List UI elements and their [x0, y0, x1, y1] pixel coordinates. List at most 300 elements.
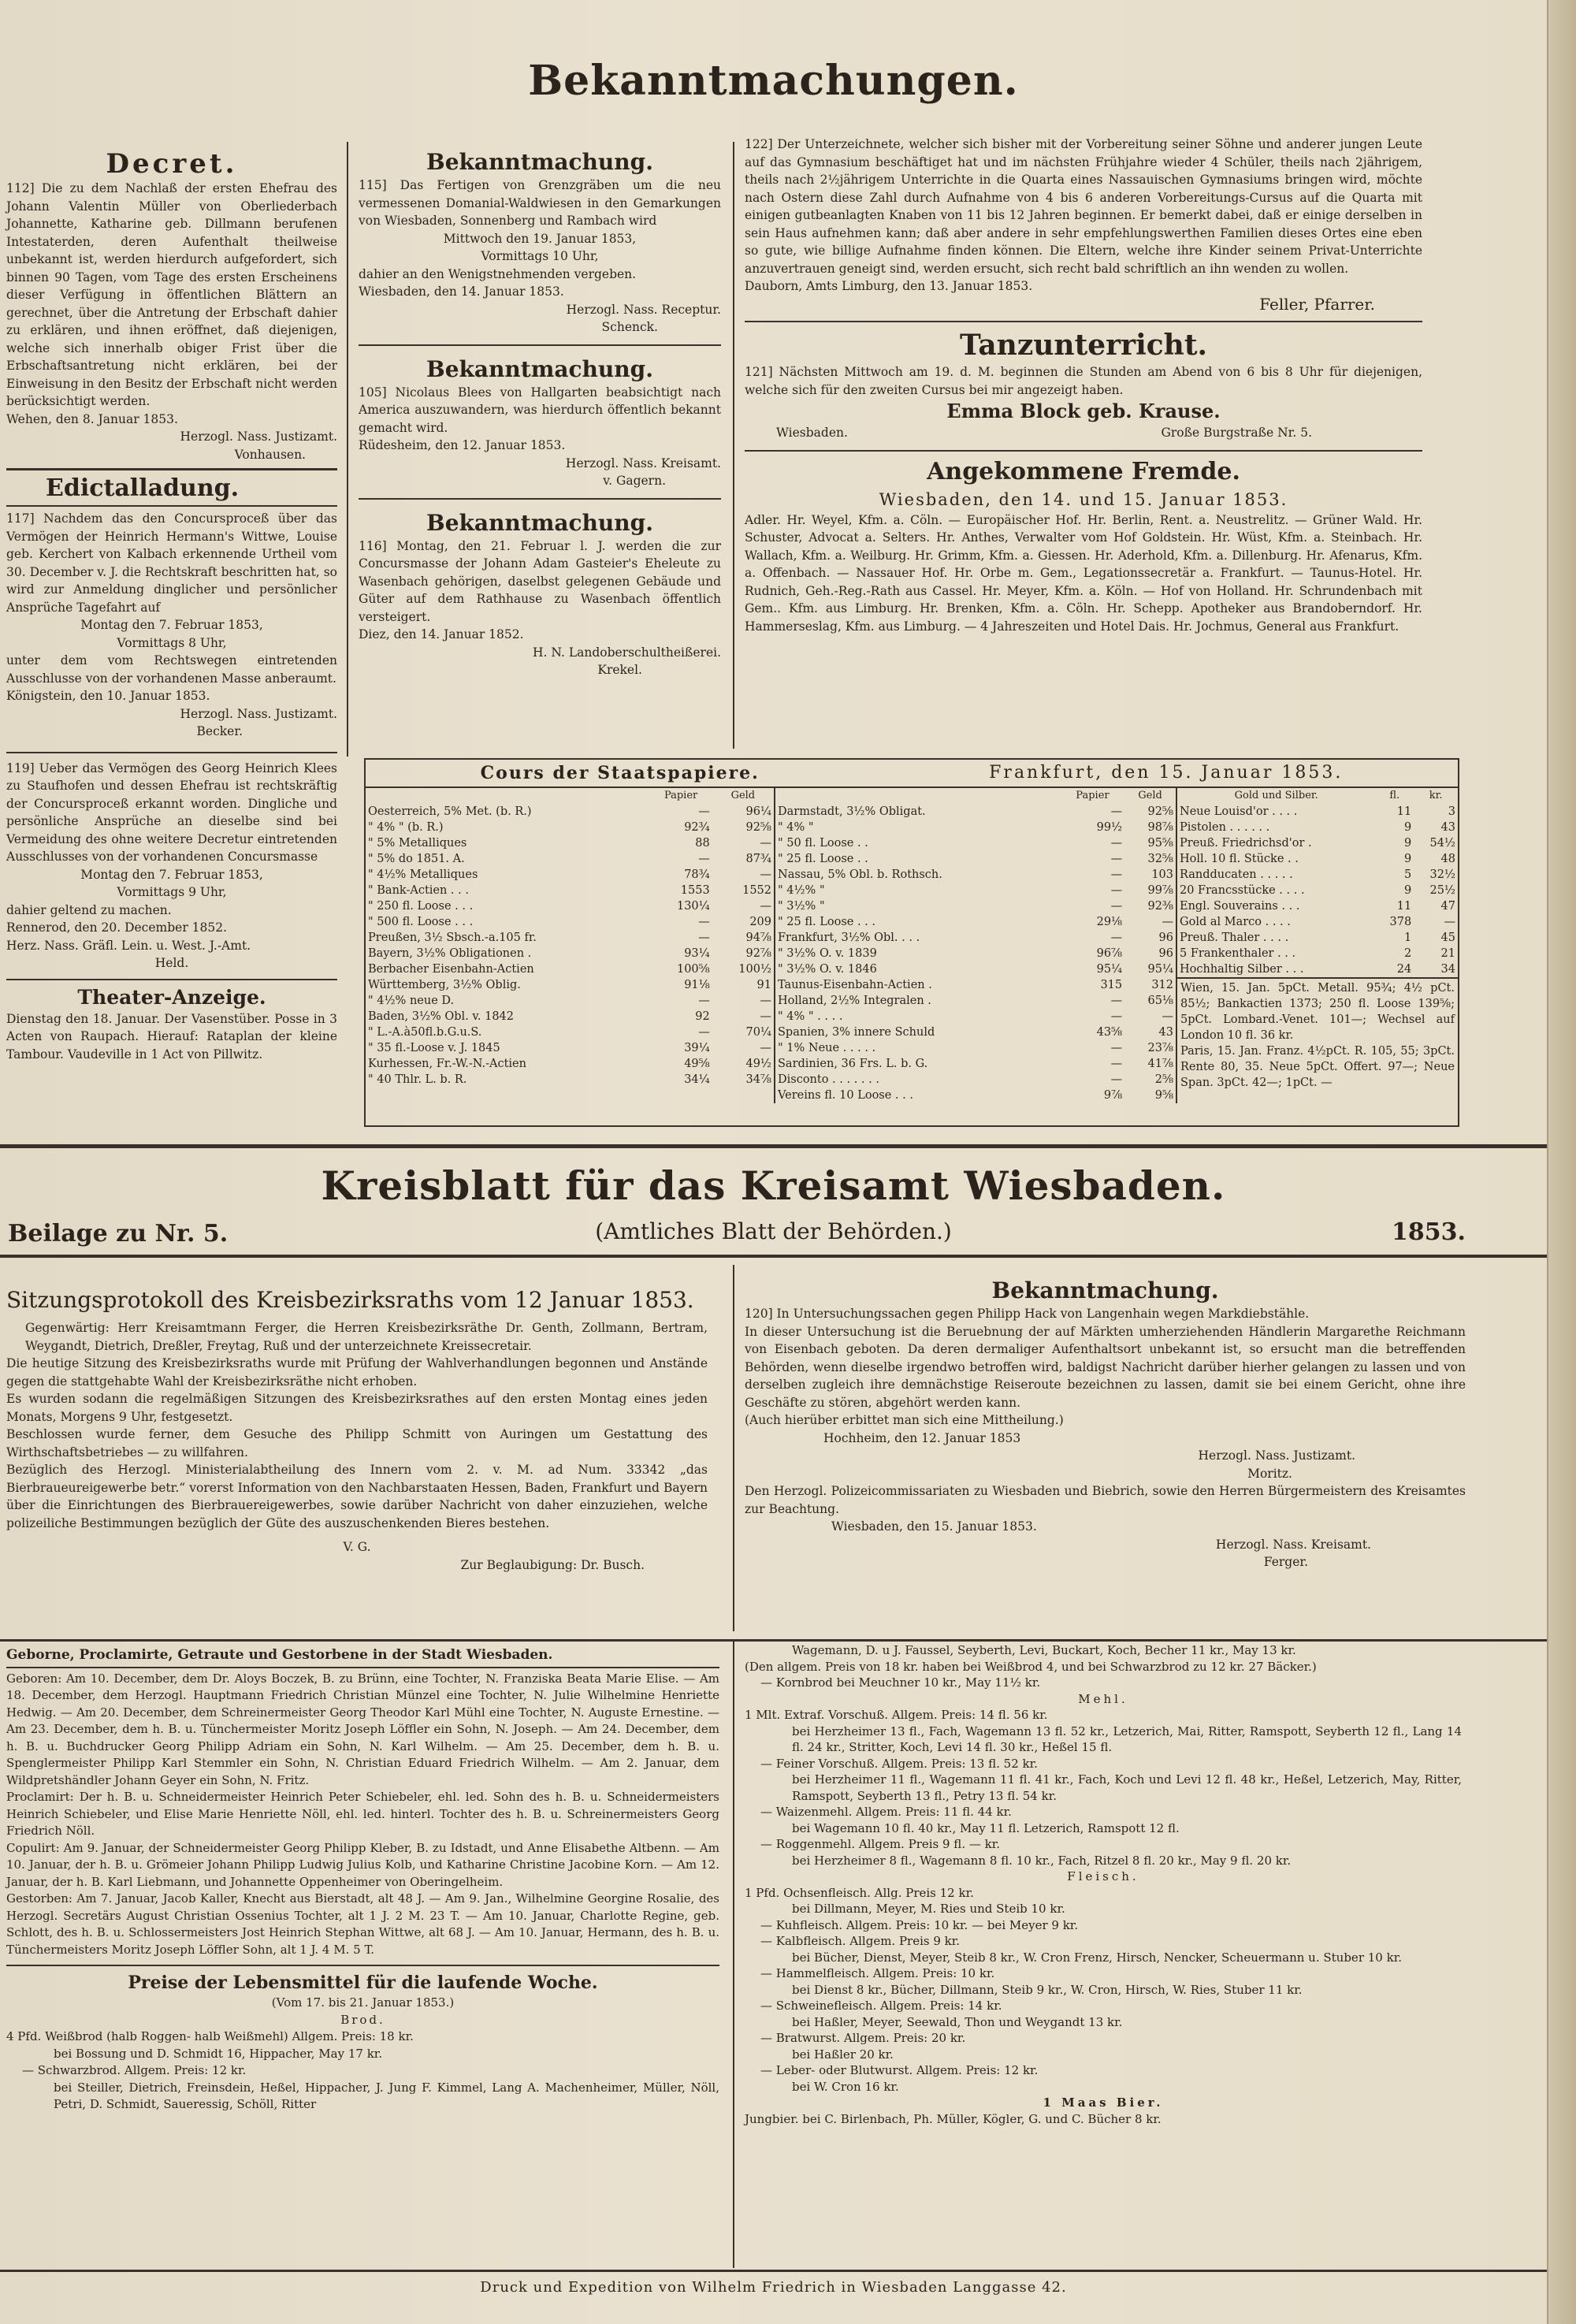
cours-left-cell: " 4% " (b. R.) [368, 821, 444, 834]
cours-mid-cell: — [1110, 868, 1123, 881]
separator [6, 1965, 719, 1966]
notice-115-signature-name: Schenck. [601, 320, 658, 334]
cours-left-cell: 209 [749, 916, 771, 928]
cours-place-date: Frankfurt, den 15. Januar 1853. [989, 763, 1344, 783]
edict-signature-office: Herzogl. Nass. Justizamt. [180, 706, 337, 721]
notice-116-title: Bekanntmachung. [426, 509, 653, 536]
preise-right [745, 1642, 1462, 2127]
preise-r1: Wagemann, D. u J. Faussel, Seyberth, Levi, Buckart, Koch, Becher 11 kr., May 13 kr. [792, 1643, 1296, 1657]
cours-mid-row [775, 961, 1176, 977]
notice-119-signature-name: Held. [154, 956, 189, 970]
cours-left-row [366, 993, 774, 1009]
notice-120-note: (Auch hierüber erbittet man sich eine Mittheilung.) [745, 1413, 1064, 1427]
edict-signature-name: Becker. [196, 724, 243, 738]
cours-gold-cell: Holl. 10 fl. Stücke . . [1180, 853, 1299, 865]
decret-signature-office: Herzogl. Nass. Justizamt. [180, 429, 337, 444]
cours-gold-cell: Engl. Souverains . . . [1180, 900, 1300, 913]
cours-left-cell: — [698, 1026, 710, 1039]
preise-fleisch: Fleisch. [1067, 1869, 1139, 1883]
cours-left-row [366, 867, 774, 883]
notice-120-text: In dieser Untersuchung ist die Beruebnung der auf Märkten umherziehenden Händlerin Margarethe Reichmann von Eisenbach geboten. Da deren dermaliger Aufenthaltsort unbekannt ist, so ersucht man die betreffenden Behörden, wenn dieselbe irgendwo betroffen wird, baldigst Nachricht darüber hierher gelangen zu lassen und von derselben zugleich ihre demnächstige Reiseroute bezeichnen zu lassen, damit sie bei einem Gericht, ohne ihre Geschäfte zu stören, abgehört werden kann. [745, 1324, 1466, 1410]
cours-left-cell: 1552 [742, 884, 771, 897]
cours-header [366, 760, 1458, 788]
notice-120-signature-name: Moritz. [1247, 1466, 1292, 1481]
cours-mid-row [775, 883, 1176, 898]
cours-mid-row [775, 820, 1176, 835]
cours-mid-cell: Disconto . . . . . . . [778, 1073, 879, 1086]
cours-mid-cell: 312 [1151, 979, 1173, 991]
separator [6, 979, 337, 980]
cours-left-cell: 49½ [745, 1058, 771, 1070]
cours-left-cell: 78¾ [684, 868, 710, 881]
cours-mid-cell: — [1162, 1010, 1173, 1023]
notice-105-signature-office: Herzogl. Nass. Kreisamt. [565, 456, 721, 470]
cours-left-cell: Preußen, 3½ Sbsch.-a.105 fr. [368, 931, 537, 944]
cours-gold-row [1177, 835, 1458, 851]
cours-left-cell: — [760, 900, 771, 913]
notice-120-place: Hochheim, den 12. Januar 1853 [823, 1430, 1021, 1445]
section-rule [0, 2270, 1547, 2272]
cours-left-row [366, 820, 774, 835]
preise-r25: Jungbier. bei C. Birlenbach, Ph. Müller, Kögler, G. und C. Bücher 8 kr. [745, 2111, 1162, 2126]
cours-left-cell: Bayern, 3½% Obligationen . [368, 947, 532, 960]
preise-r12: 1 Pfd. Ochsenfleisch. Allg. Preis 12 kr. [745, 1885, 974, 1900]
cours-left-row [366, 1072, 774, 1088]
cours-mid-cell: 41⅞ [1147, 1058, 1173, 1070]
preise-r20: bei Haßler, Meyer, Seewald, Thon und Weygandt 13 kr. [792, 2014, 1123, 2029]
column-rule [733, 1265, 734, 1631]
cours-left-row [366, 1009, 774, 1024]
preise-r3: — Kornbrod bei Meuchner 10 kr., May 11½ kr. [760, 1675, 1041, 1690]
cours-gold-cell: 9 [1403, 884, 1412, 897]
section-rule [0, 1144, 1547, 1148]
preise-line-4: bei Steiller, Dietrich, Freinsdein, Heßel, Hippacher, J. Jung F. Kimmel, Lang A. Machenheimer, Müller, Nöll, Petri, D. Schmidt, Saueressig, Schöll, Ritter [54, 2080, 719, 2111]
cours-mid-cell: 96 [1158, 931, 1173, 944]
cours-mid-cell: " 25 fl. Loose . . . [778, 916, 875, 928]
cours-mid-cell: " 1% Neue . . . . . [778, 1042, 876, 1054]
cours-left-cell: 100⅝ [676, 963, 710, 976]
cours-mid-cell: " 50 fl. Loose . . [778, 837, 868, 850]
notice-115-signature-office: Herzogl. Nass. Receptur. [566, 302, 721, 317]
cours-mid-cell: 99½ [1096, 821, 1123, 834]
preise-bier: 1 Maas Bier. [1043, 2095, 1164, 2110]
cours-col-mid [775, 788, 1177, 1103]
cours-left-cell: 93¼ [684, 947, 710, 960]
cours-mid-cell: 9⅝ [1154, 1089, 1173, 1102]
edict-text-2: unter dem vom Rechtswegen eintretenden Ausschlusse von der vorhandenen Masse anberaumt. [6, 653, 337, 686]
cours-mid-cell: " 25 fl. Loose . . [778, 853, 868, 865]
cours-left-row [366, 961, 774, 977]
cours-left-cell: " 5% do 1851. A. [368, 853, 465, 865]
cours-gold-cell: 25½ [1429, 884, 1455, 897]
col-header-gold: Gold und Silber. [1234, 790, 1318, 801]
cours-mid-cell: 92⅜ [1147, 900, 1173, 913]
cours-left-cell: — [760, 1010, 771, 1023]
cours-left-cell: — [760, 837, 771, 850]
cours-left-cell: 91 [756, 979, 771, 991]
preise-line-2: bei Bossung und D. Schmidt 16, Hippacher, May 17 kr. [54, 2046, 383, 2061]
notice-119-signature-office: Herz. Nass. Gräfl. Lein. u. West. J.-Amt. [6, 938, 251, 953]
cours-mid-cell: — [1110, 1058, 1123, 1070]
cours-left-cell: 34¼ [684, 1073, 710, 1086]
cours-left-cell: Baden, 3½% Obl. v. 1842 [368, 1010, 515, 1023]
cours-mid-cell: 95⅝ [1147, 837, 1173, 850]
cours-left-cell: 70¼ [745, 1026, 771, 1039]
geborne-proclaimed: Proclamirt: Der h. B. u. Schneidermeister Heinrich Peter Schiebeler, ehl. led. Sohn des h. B. u. Schneidermeisters Heinrich Schiebeler, und Elise Marie Henriette Nöll, ehl. led. hinterl. Tochter des h. B. u. Schreinermeisters Georg Friedrich Nöll. [6, 1790, 719, 1838]
preise-r7: bei Herzheimer 11 fl., Wagemann 11 fl. 41 kr., Fach, Koch und Levi 12 fl. 48 kr., Heßel, Letzerich, May, Ritter, Ramspott, Seyberth 13 fl., Petry 13 fl. 54 kr. [792, 1772, 1462, 1803]
column-3 [745, 136, 1422, 635]
cours-gold-row [1177, 867, 1458, 883]
cours-mid-row [775, 977, 1176, 993]
cours-gold-row [1177, 820, 1458, 835]
cours-left-cell: — [698, 916, 710, 928]
cours-gold-cell: 21 [1440, 947, 1455, 960]
sitzung-present: Gegenwärtig: Herr Kreisamtmann Ferger, die Herren Kreisbezirksräthe Dr. Genth, Zollmann, Bertram, Weygandt, Dietrich, Dreßler, Freytag, Ruß und der unterzeichnete Kreissecretair. [25, 1321, 708, 1353]
col-header-papier: Papier [1076, 790, 1110, 801]
notice-119-text: 119] Ueber das Vermögen des Georg Heinrich Klees zu Staufhofen und dessen Ehefrau ist rechtskräftig der Concursproceß erkannt worden. Dingliche und persönliche Ansprüche an dieselbe sind bei Vermeidung des ohne weitere Decretur eintretenden Ausschlusses von der vorhandenen Concursmasse [6, 760, 337, 864]
sitzung-text-4: Beschlossen wurde ferner, dem Gesuche des Philipp Schmitt von Auringen um Gestattung des Wirthschaftsbetriebes — zu willfahren. [6, 1427, 708, 1459]
cours-left-cell: " 40 Thlr. L. b. R. [368, 1073, 467, 1086]
cours-left-row [366, 977, 774, 993]
cours-left-row [366, 914, 774, 930]
preise-r2: (Den allgem. Preis von 18 kr. haben bei Weißbrod 4, und bei Schwarzbrod zu 12 kr. 27 Bäcker.) [745, 1659, 1317, 1674]
cours-gold-cell: 20 Francsstücke . . . . [1180, 884, 1305, 897]
theater-text: Dienstag den 18. Januar. Der Vasenstüber. Posse in 3 Acten von Raupach. Hierauf: Rataplan der kleine Tambour. Vaudeville in 1 Act von Pillwitz. [6, 1011, 337, 1062]
cours-left-cell: 100½ [738, 963, 771, 976]
cours-mid-cell: Holland, 2½% Integralen . [778, 995, 931, 1007]
separator [359, 344, 721, 346]
notice-116-text: 116] Montag, den 21. Februar l. J. werden die zur Concursmasse der Johann Adam Gasteier's Eheleute zu Wasenbach gehörigen, daselbst gelegenen Gebäude und Güter auf dem Rathhause zu Wasenbach öffentlich versteigert. [359, 538, 721, 624]
cours-left-cell: Kurhessen, Fr.-W.-N.-Actien [368, 1058, 526, 1070]
cours-left-cell: " 35 fl.-Loose v. J. 1845 [368, 1042, 500, 1054]
preise-r10: — Roggenmehl. Allgem. Preis 9 fl. — kr. [760, 1837, 1000, 1851]
cours-gold-cell: Neue Louisd'or . . . . [1180, 805, 1298, 818]
decret-date: Wehen, den 8. Januar 1853. [6, 411, 178, 426]
cours-gold-cell: Pistolen . . . . . . [1180, 821, 1270, 834]
cours-mid-row [775, 1040, 1176, 1056]
preise-line-1: 4 Pfd. Weißbrod (halb Roggen- halb Weißmehl) Allgem. Preis: 18 kr. [6, 2029, 414, 2043]
kreisblatt-title: Kreisblatt für das Kreisamt Wiesbaden. [321, 1162, 1226, 1209]
cours-left-cell: " L.-A.à50fl.b.G.u.S. [368, 1026, 482, 1039]
cours-gold-row [1177, 930, 1458, 946]
cours-gold-row [1177, 898, 1458, 914]
notice-120-section [745, 1277, 1466, 1571]
cours-mid-cell: 103 [1151, 868, 1173, 881]
cours-left-cell: " 4½% Metalliques [368, 868, 478, 881]
cours-gold-row [1177, 804, 1458, 820]
sitzung-beglaubigung: Zur Beglaubigung: Dr. Busch. [460, 1557, 645, 1572]
cours-gold-cell: 47 [1440, 900, 1455, 913]
cours-mid-cell: 99⅞ [1147, 884, 1173, 897]
cours-left-row [366, 898, 774, 914]
section-rule [0, 1639, 1547, 1642]
cours-mid-cell: — [1110, 853, 1123, 865]
cours-left-cell: 91⅛ [684, 979, 710, 991]
cours-gold-row [1177, 914, 1458, 930]
cours-mid-row [775, 930, 1176, 946]
cours-gold-row [1177, 946, 1458, 961]
notice-122-text: 122] Der Unterzeichnete, welcher sich bisher mit der Vorbereitung seiner Söhne und anderer jungen Leute auf das Gymnasium beschäftiget hat und im nächsten Frühjahre wieder 4 Schüler, theils nach 2jährigem, theils nach 2½jährigem Unterrichte in die Quarta eines Nassauischen Gymnasiums bringen wird, möchte nach Ostern diese Zahl durch Aufnahme von 4 bis 6 anderen Vorbereitungs-Cursus auf die Quarta mit einigen gutbeanlagten Knaben von 11 bis 12 Jahren beginnen. Er bemerkt dabei, daß er einige derselben in sein Haus aufnehmen kann; daß aber andere in sehr empfehlungswerthen Familien dieses Ortes eine eben so gute, wie billige Aufnahme finden können. Die Eltern, welche ihre Kinder seinem Privat-Unterrichte anzuvertrauen geneigt sind, werden ersucht, sich recht bald schriftlich an ihn wenden zu wollen. [745, 137, 1422, 276]
cours-gold-cell: 5 [1403, 868, 1412, 881]
cours-mid-row [775, 1088, 1176, 1103]
decret-signature-name: Vonhausen. [234, 447, 306, 462]
cours-mid-cell: 95¼ [1096, 963, 1123, 976]
notice-115-date: Mittwoch den 19. Januar 1853, [443, 231, 637, 246]
cours-left-cell: " 4½% neue D. [368, 995, 455, 1007]
cours-gold-cell: 43 [1440, 821, 1455, 834]
cours-left-cell: Oesterreich, 5% Met. (b. R.) [368, 805, 532, 818]
kreisblatt-subtitle: (Amtliches Blatt der Behörden.) [595, 1218, 952, 1244]
cours-mid-cell: " 3½% O. v. 1846 [778, 963, 877, 976]
cours-mid-table [775, 788, 1176, 1103]
cours-gold-cell: 378 [1389, 916, 1412, 928]
edict-date: Montag den 7. Februar 1853, [80, 618, 263, 632]
cours-mid-cell: 32⅝ [1147, 853, 1173, 865]
preise-r18: bei Dienst 8 kr., Bücher, Dillmann, Steib 9 kr., W. Cron, Hirsch, W. Ries, Stuber 11 kr. [792, 1982, 1303, 1997]
preise-r14: — Kuhfleisch. Allgem. Preis: 10 kr. — bei Meyer 9 kr. [760, 1917, 1079, 1932]
cours-mid-cell: " 3½% O. v. 1839 [778, 947, 877, 960]
preise-brod: Brod. [340, 2012, 385, 2027]
notice-120-title: Bekanntmachung. [991, 1277, 1219, 1303]
cours-gold-cell: Gold al Marco . . . . [1180, 916, 1291, 928]
cours-mid-cell: 9⅞ [1103, 1089, 1123, 1102]
notice-115-time: Vormittags 10 Uhr, [481, 249, 599, 263]
cours-left-cell: — [698, 931, 710, 944]
cours-mid-cell: — [1110, 900, 1123, 913]
notice-122-signature: Feller, Pfarrer. [1259, 294, 1375, 314]
sitzung-text-2: Die heutige Sitzung des Kreisbezirksraths wurde mit Prüfung der Wahlverhandlungen begonnen und Anstände gegen die stattgehabte Wahl der Kreisbezirksräthe nicht erhoben. [6, 1356, 708, 1389]
col-header-papier: Papier [663, 790, 698, 801]
notice-105-text: 105] Nicolaus Blees von Hallgarten beabsichtigt nach America auszuwandern, was hierdurch öffentlich bekannt gemacht wird. [359, 385, 721, 435]
tanz-address-row [745, 424, 1422, 442]
col-header-fl: fl. [1389, 790, 1400, 801]
cours-mid-cell: Darmstadt, 3½% Obligat. [778, 805, 926, 818]
paris-text: Paris, 15. Jan. Franz. 4½pCt. R. 105, 55; 3pCt. Rente 80, 35. Neue 5pCt. Offert. 97—; Neue Span. 3pCt. 42—; 1pCt. — [1180, 1045, 1455, 1089]
cours-left-cell: 88 [695, 837, 710, 850]
notice-120-signature-office: Herzogl. Nass. Justizamt. [1198, 1448, 1355, 1463]
preise-r16: bei Bücher, Dienst, Meyer, Steib 8 kr., W. Cron Frenz, Hirsch, Nencker, Scheuermann u. Stuber 10 kr. [792, 1950, 1402, 1965]
cours-gold-cell: 34 [1440, 963, 1455, 976]
cours-mid-cell: Sardinien, 36 Frs. L. b. G. [778, 1058, 928, 1070]
cours-gold-cell: Hochhaltig Silber . . . [1180, 963, 1304, 976]
preise-r15: — Kalbfleisch. Allgem. Preis 9 kr. [760, 1934, 961, 1948]
cours-gold-cell: 5 Frankenthaler . . . [1180, 947, 1296, 960]
notice-119-time: Vormittags 9 Uhr, [117, 885, 227, 899]
cours-left-cell: " 500 fl. Loose . . . [368, 916, 474, 928]
cours-mid-cell: " 3½% " [778, 900, 825, 913]
cours-mid-row [775, 867, 1176, 883]
cours-left-cell: 96¼ [745, 805, 771, 818]
separator [6, 505, 337, 507]
geborne-married: Copulirt: Am 9. Januar, der Schneidermeister Georg Philipp Kleber, B. zu Idstadt, und Anne Elisabethe Altbenn. — Am 10. Januar, der h. B. u. Grömeier Johann Philipp Ludwig Julius Kolb, und Katharine Christine Jacobine Korn. — Am 12. Januar, der h. B. Karl Liebmann, und Johannette Oppenheimer von Oberingelheim. [6, 1840, 719, 1889]
cours-left-cell: — [698, 995, 710, 1007]
preise-r8: — Waizenmehl. Allgem. Preis: 11 fl. 44 kr. [760, 1805, 1012, 1819]
cours-left-cell: 1553 [680, 884, 710, 897]
separator [359, 498, 721, 500]
cours-mid-row [775, 835, 1176, 851]
cours-left-cell: 39¼ [684, 1042, 710, 1054]
notice-120-signature-office-2: Herzogl. Nass. Kreisamt. [1215, 1537, 1371, 1552]
col-header-geld: Geld [1138, 790, 1162, 801]
notice-120-text-2: Den Herzogl. Polizeicommissariaten zu Wiesbaden und Biebrich, sowie den Herren Bürgermeistern des Kreisamtes zur Beachtung. [745, 1484, 1466, 1516]
tanz-name: Emma Block geb. Krause. [946, 400, 1221, 422]
preise-r6: — Feiner Vorschuß. Allgem. Preis: 13 fl. 52 kr. [760, 1756, 1038, 1771]
notice-115-place: Wiesbaden, den 14. Januar 1853. [359, 284, 564, 299]
column-1 [6, 148, 337, 1063]
cours-mid-row [775, 1072, 1176, 1088]
preise-r5: bei Herzheimer 13 fl., Fach, Wagemann 13 fl. 52 kr., Letzerich, Mai, Ritter, Ramspott, Seyberth 12 fl., Lang 14 fl. 24 kr., Stritter, Koch, Levi 14 fl. 30 kr., Heßel 15 fl. [792, 1723, 1462, 1754]
column-rule [733, 1642, 734, 2268]
separator [6, 752, 337, 753]
cours-mid-cell: — [1110, 1073, 1123, 1086]
cours-left-row [366, 1040, 774, 1056]
cours-mid-cell: 95¼ [1147, 963, 1173, 976]
cours-mid-row [775, 804, 1176, 820]
cours-gold-row [1177, 883, 1458, 898]
cours-gold-cell: Randducaten . . . . . [1180, 868, 1293, 881]
cours-left-cell: 34⅞ [745, 1073, 771, 1086]
cours-gold-cell: 11 [1396, 900, 1412, 913]
notice-105-place: Rüdesheim, den 12. Januar 1853. [359, 438, 566, 452]
cours-gold-cell: 1 [1403, 931, 1412, 944]
cours-mid-cell: Nassau, 5% Obl. b. Rothsch. [778, 868, 942, 881]
tanz-address: Große Burgstraße Nr. 5. [1161, 426, 1312, 440]
cours-left-row [366, 1056, 774, 1072]
cours-gold-cell: 48 [1440, 853, 1455, 865]
theater-title: Theater-Anzeige. [77, 985, 266, 1009]
geborne-section [6, 1647, 719, 2114]
cours-gold-row [1177, 851, 1458, 867]
notice-116-place: Diez, den 14. Januar 1852. [359, 627, 524, 641]
cours-left-cell: — [760, 995, 771, 1007]
edict-text: 117] Nachdem das den Concursproceß über das Vermögen der Heinrich Hermann's Wittwe, Louise geb. Kerchert von Kalbach erkennende Urtheil vom 30. December v. J. die Rechtskraft beschritten hat, so wird zur Anmeldung dinglicher und persönlicher Ansprüche Tagefahrt auf [6, 511, 337, 615]
preise-r24: bei W. Cron 16 kr. [792, 2079, 899, 2094]
col-header-kr: kr. [1429, 790, 1443, 801]
cours-left-row [366, 883, 774, 898]
cours-mid-cell: — [1110, 931, 1123, 944]
preise-r23: — Leber- oder Blutwurst. Allgem. Preis: 12 kr. [760, 2063, 1039, 2077]
cours-gold-cell: 9 [1403, 837, 1412, 850]
footer-imprint: Druck und Expedition von Wilhelm Friedrich in Wiesbaden Langgasse 42. [480, 2279, 1067, 2296]
cours-gold-cell: 24 [1396, 963, 1412, 976]
cours-left-row [366, 1024, 774, 1040]
cours-mid-cell: — [1110, 995, 1123, 1007]
cours-left-row [366, 930, 774, 946]
fremde-text: Adler. Hr. Weyel, Kfm. a. Cöln. — Europäischer Hof. Hr. Berlin, Rent. a. Neustrelitz. — Grüner Wald. Hr. Schuster, Advocat a. Selters. Hr. Anthes, Verwalter vom Hof Goldstein. Hr. Wüst, Kfm. a. Steinbach. Hr. Wallach, Kfm. a. Weilburg. Hr. Grimm, Kfm. a. Giessen. Hr. Aderhold, Kfm. a. Dillenburg. Hr. Afenarus, Kfm. a. Offenbach. — Nassauer Hof. Hr. Orbe m. Gem., Legationssecretär a. Frankfurt. — Taunus-Hotel. Hr. Rudnich, Geh.-Reg.-Rath aus Cassel. Hr. Meyer, Kfm. a. Köln. — Hof von Holland. Hr. Schrundenbach mit Gem.. Kfm. aus Limburg. Hr. Brenken, Kfm. a. Cöln. Hr. Schepp. Apotheker aus Brandoberndorf. Hr. Hammerseslag, Kfm. aus Limburg. — 4 Jahreszeiten und Hotel Dais. Hr. Jochmus, General aus Frankfurt. [745, 512, 1422, 634]
cours-gold-cell: 3 [1448, 805, 1455, 818]
preise-r21: — Bratwurst. Allgem. Preis: 20 kr. [760, 2031, 966, 2045]
cours-gold-cell: 2 [1403, 947, 1412, 960]
cours-gold-cell: 45 [1440, 931, 1455, 944]
edict-title: Edictalladung. [46, 474, 240, 502]
cours-mid-cell: 2⅝ [1154, 1073, 1173, 1086]
cours-mid-cell: " 4½% " [778, 884, 825, 897]
tanz-title: Tanzunterricht. [959, 329, 1208, 362]
cours-left-cell: 92⅞ [745, 947, 771, 960]
notice-115-title: Bekanntmachung. [426, 149, 653, 175]
cours-mid-row [775, 1009, 1176, 1024]
cours-mid-cell: Frankfurt, 3½% Obl. . . . [778, 931, 920, 944]
cours-mid-cell: — [1110, 884, 1123, 897]
geborne-births: Geboren: Am 10. December, dem Dr. Aloys Boczek, B. zu Brünn, eine Tochter, N. Franziska Beata Marie Elise. — Am 18. December, dem Herzogl. Hauptmann Friedrich Christian Münzel eine Tochter, N. Julie Wilhelmine Henriette Hedwig. — Am 20. December, dem Schreinermeister Georg Theodor Karl Mühl eine Tochter, N. Auguste Ernestine. — Am 23. December, dem h. B. u. Tünchermeister Moritz Joseph Löffler ein Sohn, N. Joseph. — Am 24. December, dem h. B. u. Buchdrucker Georg Philipp Adriam ein Sohn, N. Karl Wilhelm. — Am 25. December, dem h. B. u. Spenglermeister Philipp Karl Stemmler ein Sohn, N. Christian Eduard Friedrich Wilhelm. — Am 2. Januar, dem Wildpretshändler Johann Geyer ein Sohn, N. Fritz. [6, 1671, 719, 1787]
cours-mid-cell: Vereins fl. 10 Loose . . . [778, 1089, 913, 1102]
cours-mid-cell: " 4% " [778, 821, 814, 834]
cours-col-left [366, 788, 775, 1103]
cours-mid-cell: Spanien, 3% innere Schuld [778, 1026, 935, 1039]
notice-119-date: Montag den 7. Februar 1853, [80, 867, 263, 882]
cours-left-row [366, 946, 774, 961]
sitzung-vg: V. G. [343, 1540, 371, 1554]
cours-left-row [366, 835, 774, 851]
cours-gold-cell: 54½ [1429, 837, 1455, 850]
notice-116-signature-name: Krekel. [597, 663, 642, 677]
cours-left-cell: 49⅝ [684, 1058, 710, 1070]
cours-left-cell: — [698, 853, 710, 865]
notice-122-place: Dauborn, Amts Limburg, den 13. Januar 1853. [745, 279, 1033, 293]
beilage-label: Beilage zu Nr. 5. [8, 1220, 229, 1248]
cours-left-cell: 130¼ [676, 900, 710, 913]
cours-left-cell: 92⅝ [745, 821, 771, 834]
preise-r9: bei Wagemann 10 fl. 40 kr., May 11 fl. Letzerich, Ramspott 12 fl. [792, 1820, 1180, 1835]
cours-left-cell: " 250 fl. Loose . . . [368, 900, 474, 913]
notice-115-text: 115] Das Fertigen von Grenzgräben um die neu vermessenen Domanial-Waldwiesen in den Gemarkungen von Wiesbaden, Sonnenberg und Rambach wird [359, 178, 721, 228]
notice-120-place-2: Wiesbaden, den 15. Januar 1853. [831, 1519, 1037, 1534]
separator [6, 468, 337, 470]
cours-left-table [366, 788, 774, 1088]
cours-mid-cell: 96 [1158, 947, 1173, 960]
preise-range: (Vom 17. bis 21. Januar 1853.) [271, 1995, 455, 2010]
notice-115-text-2: dahier an den Wenigstnehmenden vergeben. [359, 266, 637, 281]
geborne-title: Geborne, Proclamirte, Getraute und Gestorbene in der Stadt Wiesbaden. [6, 1647, 553, 1663]
cours-table [364, 758, 1459, 1127]
cours-col-gold [1177, 788, 1458, 1103]
cours-left-cell: Berbacher Eisenbahn-Actien [368, 963, 534, 976]
cours-mid-cell: 315 [1100, 979, 1123, 991]
cours-mid-cell: — [1110, 1042, 1123, 1054]
cours-mid-row [775, 914, 1176, 930]
cours-mid-row [775, 898, 1176, 914]
cours-mid-row [775, 851, 1176, 867]
cours-left-cell: 92¾ [684, 821, 710, 834]
cours-left-cell: — [760, 868, 771, 881]
tanz-city: Wiesbaden. [776, 426, 848, 440]
kreisblatt-year: 1853. [1392, 1218, 1466, 1246]
cours-mid-cell: 43 [1158, 1026, 1173, 1039]
page-title: Bekanntmachungen. [528, 57, 1019, 105]
cours-mid-cell: 98⅞ [1147, 821, 1173, 834]
notice-119-text-2: dahier geltend zu machen. [6, 902, 172, 917]
cours-gold-cell: Preuß. Friedrichsd'or . [1180, 837, 1312, 850]
cours-gold-cell: — [1444, 916, 1455, 928]
decret-text: 112] Die zu dem Nachlaß der ersten Ehefrau des Johann Valentin Müller von Oberliederbach Johannette, Katharine geb. Dillmann berufenen Intestaterden, deren Aufenthalt theilweise unbekannt ist, werden hierdurch aufgefordert, sich binnen 90 Tagen, vom Tage des ersten Erscheinens dieser Verfügung in öffentlichen Blättern an gerechnet, über die Antretung der Erbschaft dahier zu erklären, und ihnen eröffnet, daß diejenigen, welche sich innerhalb obiger Frist über die Erbschaftsantretung nicht erklären, bei der Einweisung in den Besitz der Erbschaft nicht werden berücksichtigt werden. [6, 181, 337, 408]
notice-119-place: Rennerod, den 20. December 1852. [6, 920, 228, 935]
decret-title: Decret. [106, 148, 238, 180]
cours-left-cell: 92 [695, 1010, 710, 1023]
col-header-geld: Geld [730, 790, 756, 801]
cours-mid-cell: " 4% " . . . . [778, 1010, 843, 1023]
cours-title: Cours der Staatspapiere. [480, 763, 760, 783]
cours-mid-row [775, 946, 1176, 961]
cours-markets [1177, 977, 1458, 1092]
cours-gold-cell: 11 [1396, 805, 1412, 818]
cours-left-cell: Württemberg, 3½% Oblig. [368, 979, 521, 991]
cours-left-cell: " 5% Metalliques [368, 837, 467, 850]
cours-mid-cell: Taunus-Eisenbahn-Actien . [778, 979, 932, 991]
column-rule [733, 142, 734, 749]
fremde-title: Angekommene Fremde. [927, 457, 1240, 485]
cours-body [366, 788, 1458, 1103]
edict-place: Königstein, den 10. Januar 1853. [6, 689, 210, 703]
